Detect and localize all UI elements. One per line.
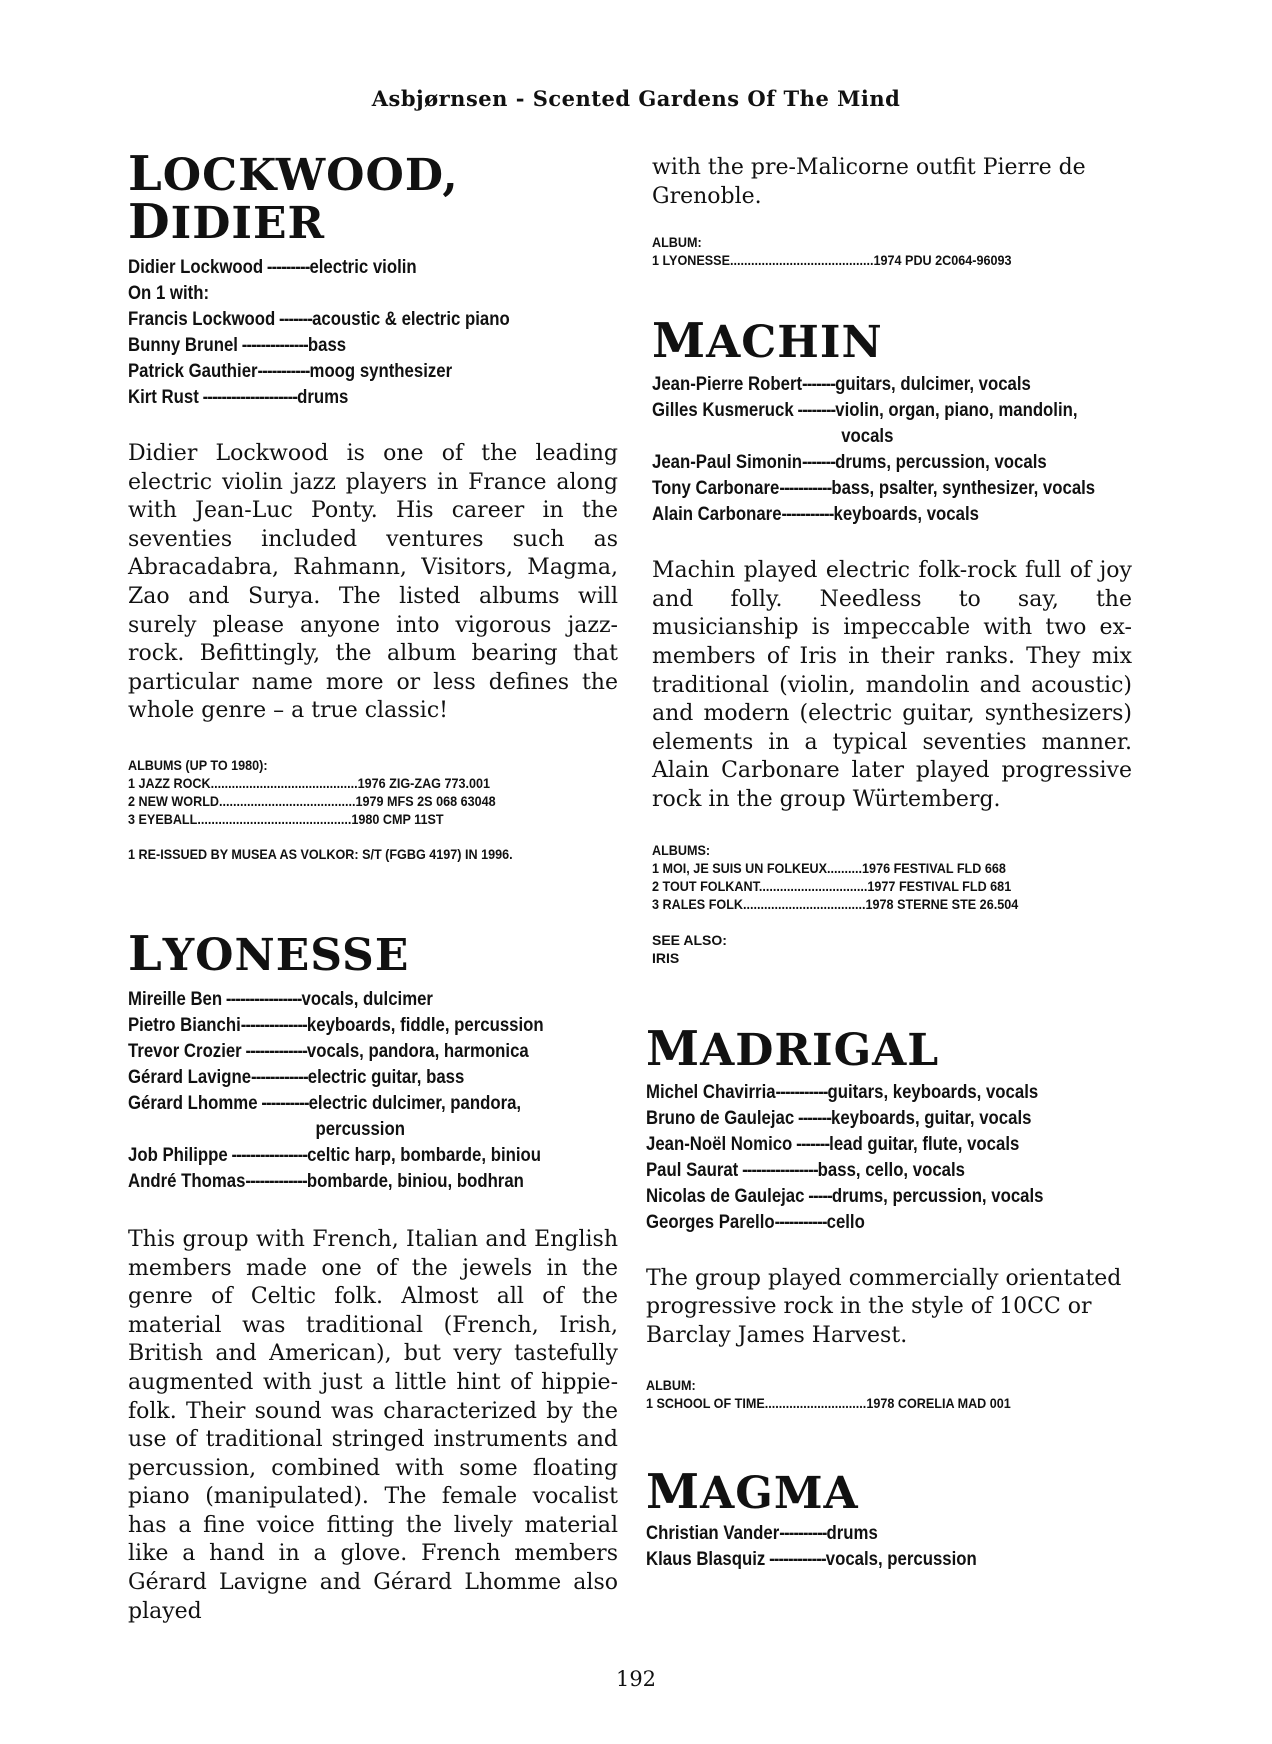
instrument: lead guitar, flute, vocals	[829, 1132, 1020, 1155]
lineup-row	[128, 254, 617, 280]
dash-leader: -------------	[245, 1169, 307, 1192]
album-row	[128, 810, 618, 828]
musician-name: Tony Carbonare	[652, 477, 780, 500]
instrument: bombarde, biniou, bodhran	[306, 1169, 524, 1192]
instrument: cello	[826, 1210, 865, 1233]
album-info: 1976 ZIG-ZAG 773.001	[357, 774, 491, 791]
instrument: percussion	[315, 1117, 405, 1140]
lineup-row	[646, 1079, 1131, 1105]
dash-leader: --------------	[237, 334, 308, 356]
discography	[652, 841, 1132, 913]
lineup-row	[128, 986, 617, 1012]
entry-title	[128, 925, 618, 982]
musician-name: Michel Chavirria	[646, 1080, 776, 1103]
instrument: drums	[826, 1522, 878, 1545]
dot-leader: .............................	[764, 1395, 867, 1412]
title-initial: D	[128, 194, 171, 250]
instrument: drums, percussion, vocals	[831, 1184, 1044, 1207]
reissue-note: 1 RE-ISSUED BY MUSEA AS VOLKOR: S/T (FGBG 4197) IN 1996.	[128, 845, 513, 862]
dash-leader: -------	[792, 1132, 830, 1155]
musician-name: Patrick Gauthier	[128, 360, 258, 382]
instrument: bass, cello, vocals	[817, 1158, 965, 1181]
lineup-row-continuation	[652, 423, 1131, 449]
entry-title	[128, 146, 618, 250]
musician-name: André Thomas	[128, 1169, 246, 1192]
lineup-row	[128, 280, 617, 306]
discography	[646, 1376, 1132, 1412]
entry-madrigal	[646, 1020, 1132, 1413]
dash-leader: -----	[804, 1184, 832, 1207]
left-column	[128, 146, 618, 1626]
musician-name: Paul Saurat	[646, 1158, 739, 1181]
dot-leader: ...............................	[758, 877, 868, 894]
album-row	[128, 792, 618, 810]
album-row	[652, 859, 1132, 877]
entry-lyonesse-continued	[652, 154, 1132, 269]
lineup-row	[128, 1012, 617, 1038]
musician-name: Trevor Crozier	[128, 1039, 242, 1062]
lineup-row	[128, 1090, 617, 1116]
album-title: 3 RALES FOLK	[652, 895, 744, 912]
lineup-row	[646, 1157, 1131, 1183]
album-info: 1980 CMP 11ST	[351, 810, 444, 827]
album-row	[646, 1394, 1132, 1412]
album-info: 1978 STERNE STE 26.504	[865, 895, 1019, 912]
musician-name: On 1 with:	[128, 282, 210, 304]
lineup	[128, 254, 617, 410]
lineup-row	[646, 1105, 1131, 1131]
dash-leader: -------	[802, 373, 836, 396]
dash-leader: --------------------	[198, 386, 298, 408]
lineup-row	[652, 449, 1131, 475]
instrument: keyboards, vocals	[833, 503, 979, 526]
instrument: keyboards, guitar, vocals	[831, 1106, 1032, 1129]
dash-leader: ----------------	[222, 987, 302, 1010]
instrument: keyboards, fiddle, percussion	[306, 1013, 544, 1036]
dash-leader: ----------	[257, 1091, 309, 1114]
album-title: 1 LYONESSE	[652, 252, 730, 269]
entry-description: This group with French, Italian and English members made one of the jewels in the genre of Celtic folk. Almost all of the material was traditional (French, Irish, British and American), but very tastefully augmented with just a little hint of hippie-folk. Their sound was characterized by the use of traditional stringed instruments and percussion, combined with some floating piano (manipulated). The female vocalist has a fine voice fitting the lively material like a hand in a glove. French members Gérard Lavigne and Gérard Lhomme also played	[128, 1226, 618, 1624]
instrument: drums	[297, 386, 349, 408]
instrument: acoustic & electric piano	[312, 308, 510, 330]
dash-leader: -----------	[779, 477, 832, 500]
musician-name: Bunny Brunel	[128, 334, 238, 356]
dash-leader: ----------	[779, 1522, 827, 1545]
musician-name: Jean-Paul Simonin	[652, 451, 803, 474]
lineup-row	[646, 1520, 1131, 1546]
title-initial: M	[646, 1464, 701, 1521]
albums-heading: ALBUMS:	[652, 841, 711, 858]
album-info: 1977 FESTIVAL FLD 681	[867, 877, 1012, 894]
discography	[128, 756, 618, 828]
musician-name: Christian Vander	[646, 1522, 780, 1545]
title-rest: AGMA	[700, 1468, 859, 1520]
instrument: guitars, keyboards, vocals	[827, 1080, 1039, 1103]
entry-title	[646, 1464, 1132, 1521]
dot-leader: ...................................	[743, 895, 866, 912]
dash-leader: ---------	[263, 256, 310, 278]
albums-heading: ALBUM:	[646, 1377, 696, 1394]
see-also-link: IRIS	[652, 949, 680, 966]
musician-name: Gilles Kusmeruck	[652, 399, 794, 422]
album-info: 1974 PDU 2C064-96093	[873, 252, 1012, 269]
instrument: bass, psalter, synthesizer, vocals	[831, 477, 1096, 500]
instrument: electric dulcimer, pandora,	[308, 1091, 522, 1114]
lineup-row	[128, 332, 617, 358]
album-title: 3 EYEBALL	[128, 810, 198, 827]
dash-leader: -------	[275, 308, 313, 330]
instrument: guitars, dulcimer, vocals	[835, 373, 1031, 396]
entry-description: Machin played electric folk-rock full of joy and folly. Needless to say, the musicianship is impeccable with two ex-members of Iris in their ranks. They mix traditional (violin, mandolin and acoustic) and modern (electric guitar, synthesizers) elements in a typical seventies manner. Alain Carbonare later played progressive rock in the group Würtemberg.	[652, 558, 1132, 812]
entry-machin	[652, 313, 1132, 966]
page-number: 192	[615, 1667, 657, 1691]
entry-description-continued: with the pre-Malicorne outfit Pierre de Grenoble.	[652, 155, 1086, 209]
lineup-row	[128, 358, 617, 384]
discography	[652, 233, 1132, 269]
lineup-row	[646, 1183, 1131, 1209]
dot-leader: ..........	[827, 859, 863, 876]
entry-description: The group played commercially orientated progressive rock in the style of 10CC or Barclay James Harvest.	[646, 1265, 1122, 1348]
lineup-row	[646, 1131, 1131, 1157]
dash-leader: -------	[794, 1106, 832, 1129]
musician-name: Jean-Noël Nomico	[646, 1132, 793, 1155]
musician-name: Alain Carbonare	[652, 503, 782, 526]
instrument: electric violin	[309, 256, 417, 278]
musician-name: Bruno de Gaulejac	[646, 1106, 795, 1129]
entry-lockwood	[128, 146, 618, 862]
dash-leader: -------------	[241, 1039, 307, 1062]
instrument: vocals	[841, 425, 894, 448]
lineup-row-continuation	[128, 1116, 617, 1142]
lineup-row	[128, 1142, 617, 1168]
title-rest: IDIER	[170, 198, 326, 249]
title-initial: M	[652, 313, 707, 370]
instrument: vocals, pandora, harmonica	[306, 1039, 529, 1062]
musician-name: Pietro Bianchi	[128, 1013, 241, 1036]
lineup-row	[128, 1168, 617, 1194]
album-info: 1976 FESTIVAL FLD 668	[862, 859, 1006, 876]
albums-heading: ALBUMS (UP TO 1980):	[128, 756, 268, 773]
musician-name: Nicolas de Gaulejac	[646, 1184, 805, 1207]
musician-name: Gérard Lhomme	[128, 1091, 258, 1114]
dot-leader: .........................................	[729, 252, 874, 269]
see-also	[652, 931, 1132, 967]
dash-leader: --------------	[240, 1013, 307, 1036]
dash-leader: -----------	[774, 1210, 827, 1233]
album-info: 1978 CORELIA MAD 001	[866, 1395, 1011, 1412]
lineup-row	[652, 475, 1131, 501]
title-rest: ACHIN	[706, 317, 883, 369]
album-row	[652, 895, 1132, 913]
instrument: electric guitar, bass	[307, 1065, 465, 1088]
title-initial: L	[128, 146, 163, 202]
albums-heading: ALBUM:	[652, 234, 702, 251]
lineup	[646, 1520, 1131, 1572]
dash-leader: ------------	[251, 1065, 308, 1088]
lineup-row	[646, 1209, 1131, 1235]
dot-leader: ..........................................	[210, 774, 358, 791]
right-column	[646, 154, 1132, 1572]
lineup	[128, 986, 617, 1194]
musician-name: Klaus Blasquiz	[646, 1548, 766, 1571]
album-title: 1 MOI, JE SUIS UN FOLKEUX	[652, 859, 828, 876]
title-initial: M	[646, 1020, 701, 1077]
album-title: 1 JAZZ ROCK	[128, 774, 211, 791]
album-title: 2 NEW WORLD	[128, 792, 219, 809]
dot-leader: .......................................	[218, 792, 356, 809]
lineup-row	[128, 1064, 617, 1090]
album-row	[128, 774, 618, 792]
lineup-row	[652, 397, 1131, 423]
dash-leader: --------	[793, 399, 836, 422]
lineup-row	[646, 1546, 1131, 1572]
instrument: moog synthesizer	[309, 360, 453, 382]
musician-name: Mireille Ben	[128, 987, 223, 1010]
musician-name: Francis Lockwood	[128, 308, 276, 330]
lineup	[652, 371, 1131, 527]
musician-name: Georges Parello	[646, 1210, 775, 1233]
instrument: vocals, dulcimer	[301, 987, 433, 1010]
dash-leader: -----------	[781, 503, 834, 526]
see-also-label: SEE ALSO:	[652, 931, 727, 948]
musician-name: Gérard Lavigne	[128, 1065, 252, 1088]
dash-leader: -----------	[257, 360, 310, 382]
title-initial: L	[128, 925, 163, 982]
album-row	[652, 877, 1132, 895]
title-rest: OCKWOOD,	[162, 150, 459, 201]
entry-magma	[646, 1464, 1132, 1572]
title-rest: ADRIGAL	[700, 1024, 940, 1076]
dash-leader: ------------	[765, 1548, 826, 1571]
dash-leader: -----------	[775, 1080, 828, 1103]
instrument: celtic harp, bombarde, biniou	[307, 1143, 541, 1166]
instrument: drums, percussion, vocals	[835, 451, 1047, 474]
musician-name: Didier Lockwood	[128, 256, 264, 278]
lineup-row	[128, 306, 617, 332]
lineup	[646, 1079, 1131, 1235]
lineup-row	[652, 371, 1131, 397]
album-title: 1 SCHOOL OF TIME	[646, 1395, 765, 1412]
musician-name: Job Philippe	[128, 1143, 228, 1166]
album-title: 2 TOUT FOLKANT	[652, 877, 759, 894]
lineup-row	[128, 384, 617, 410]
entry-title	[646, 1020, 1132, 1077]
lineup-row	[652, 501, 1131, 527]
dash-leader: -------	[802, 451, 836, 474]
album-info: 1979 MFS 2S 068 63048	[355, 792, 496, 809]
dash-leader: ----------------	[738, 1158, 818, 1181]
instrument: bass	[307, 334, 347, 356]
title-rest: YONESSE	[162, 929, 410, 981]
dash-leader: ----------------	[227, 1143, 308, 1166]
musician-name: Jean-Pierre Robert	[652, 373, 803, 396]
entry-title	[652, 313, 1132, 370]
instrument: vocals, percussion	[825, 1548, 977, 1571]
entry-description: Didier Lockwood is one of the leading electric violin jazz players in France along with Jean-Luc Ponty. His career in the seventies included ventures such as Abracadabra, Rahmann, Visitors, Magma, Zao and Surya. The listed albums will surely please anyone into vigorous jazz-rock. Befittingly, the album bearing that particular name more or less defines the whole genre – a true classic!	[128, 441, 618, 724]
dot-leader: ............................................	[197, 810, 352, 827]
instrument: violin, organ, piano, mandolin,	[835, 399, 1078, 422]
running-header: Asbjørnsen - Scented Gardens Of The Mind	[371, 86, 901, 111]
album-row	[652, 251, 1132, 269]
entry-lyonesse	[128, 925, 618, 1626]
musician-name: Kirt Rust	[128, 386, 199, 408]
lineup-row	[128, 1038, 617, 1064]
